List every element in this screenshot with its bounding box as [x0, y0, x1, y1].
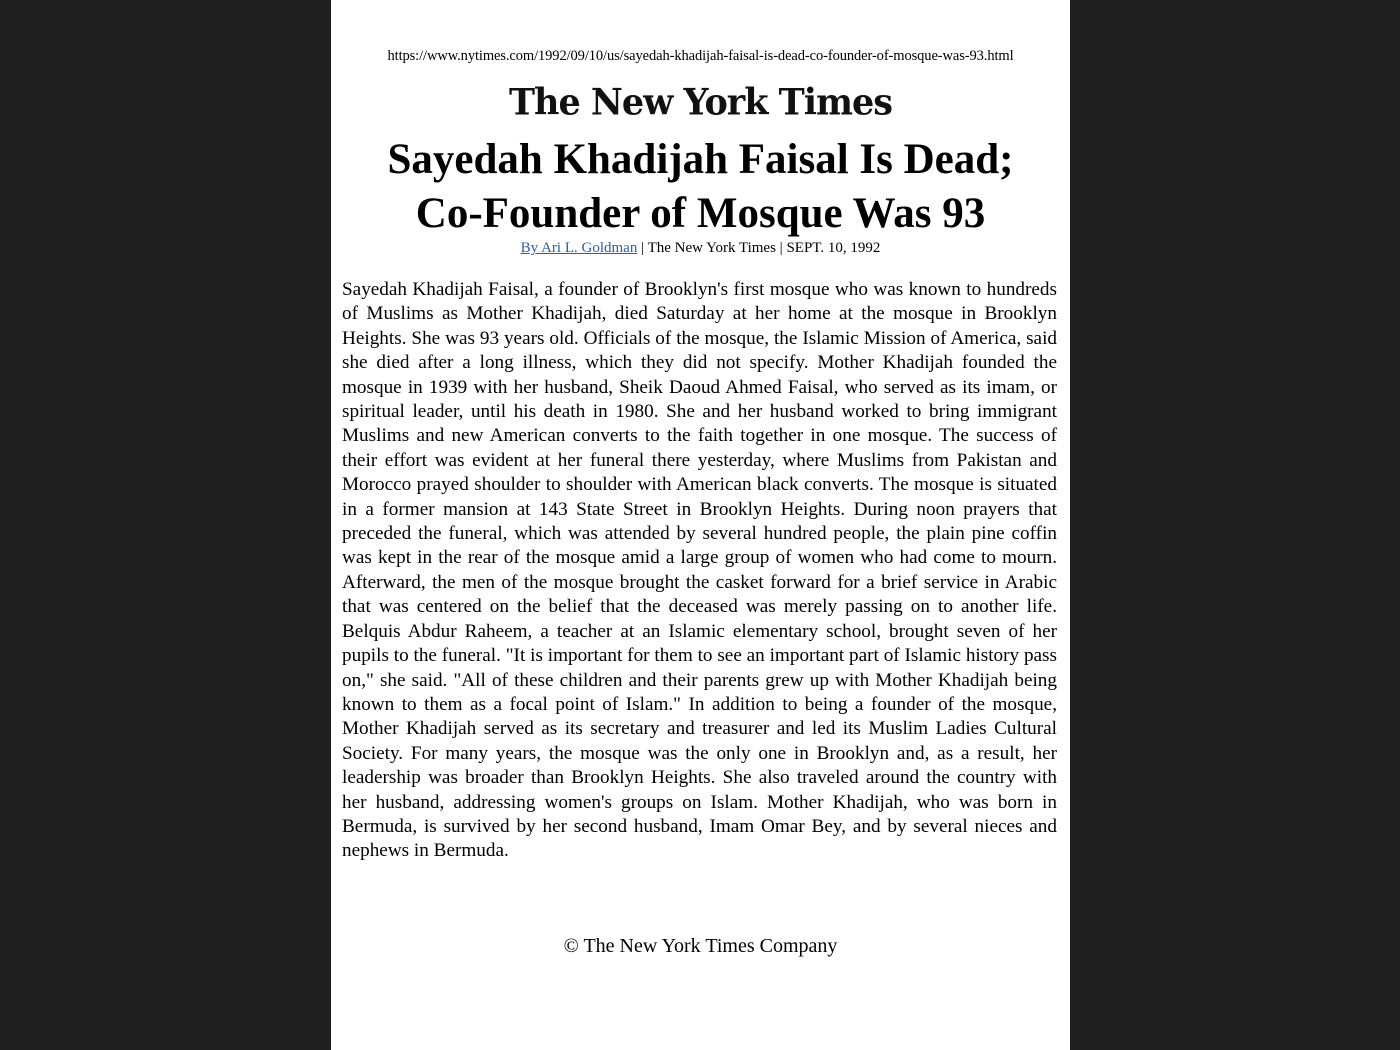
copyright-notice: © The New York Times Company	[563, 935, 838, 957]
publication-date: SEPT. 10, 1992	[786, 240, 881, 256]
publication-name: The New York Times	[647, 240, 776, 256]
byline	[331, 240, 1070, 257]
byline-separator: |	[637, 240, 648, 256]
newspaper-masthead-logo: The New York Times	[508, 80, 893, 125]
author-link[interactable]: By Ari L. Goldman	[520, 240, 638, 256]
headline-line-2: Co-Founder of Mosque Was 93	[415, 190, 986, 237]
byline-separator: |	[775, 240, 787, 256]
article-body: Sayedah Khadijah Faisal, a founder of Brooklyn's first mosque who was known to hundreds of Muslims as Mother Khadijah, died Saturday at her home at the mosque in Brooklyn Heights. She was 93 years old. Officials of the mosque, the Islamic Mission of America, said she died after a long illness, which they did not specify. Mother Khadijah founded the mosque in 1939 with her husband, Sheik Daoud Ahmed Faisal, who served as its imam, or spiritual leader, until his death in 1980. She and her husband worked to bring immigrant Muslims and new American converts to the faith together in one mosque. The success of their effort was evident at her funeral there yesterday, where Muslims from Pakistan and Morocco prayed shoulder to shoulder with American black converts. The mosque is situated in a former mansion at 143 State Street in Brooklyn Heights. During noon prayers that preceded the funeral, which was attended by several hundred people, the plain pine coffin was kept in the rear of the mosque amid a large group of women who had come to mourn. Afterward, the men of the mosque brought the casket forward for a brief service in Arabic that was centered on the belief that the deceased was merely passing on to another life. Belquis Abdur Raheem, a teacher at an Islamic elementary school, brought seven of her pupils to the funeral. "It is important for them to see an important part of Islamic history pass on," she said. "All of these children and their parents grew up with Mother Khadijah being known to them as a focal point of Islam." In addition to being a founder of the mosque, Mother Khadijah served as its secretary and treasurer and led its Muslim Ladies Cultural Society. For many years, the mosque was the only one in Brooklyn and, as a result, her leadership was broader than Brooklyn Heights. She also traveled around the country with her husband, addressing women's groups on Islam. Mother Khadijah, who was born in Bermuda, is survived by her second husband, Imam Omar Bey, and by several nieces and nephews in Bermuda.	[342, 279, 1057, 862]
document-page	[331, 0, 1070, 1050]
source-url: https://www.nytimes.com/1992/09/10/us/sayedah-khadijah-faisal-is-dead-co-founder-of-mosque-was-93.html	[387, 48, 1014, 64]
headline-line-1: Sayedah Khadijah Faisal Is Dead;	[387, 136, 1014, 183]
article-headline	[331, 133, 1070, 241]
